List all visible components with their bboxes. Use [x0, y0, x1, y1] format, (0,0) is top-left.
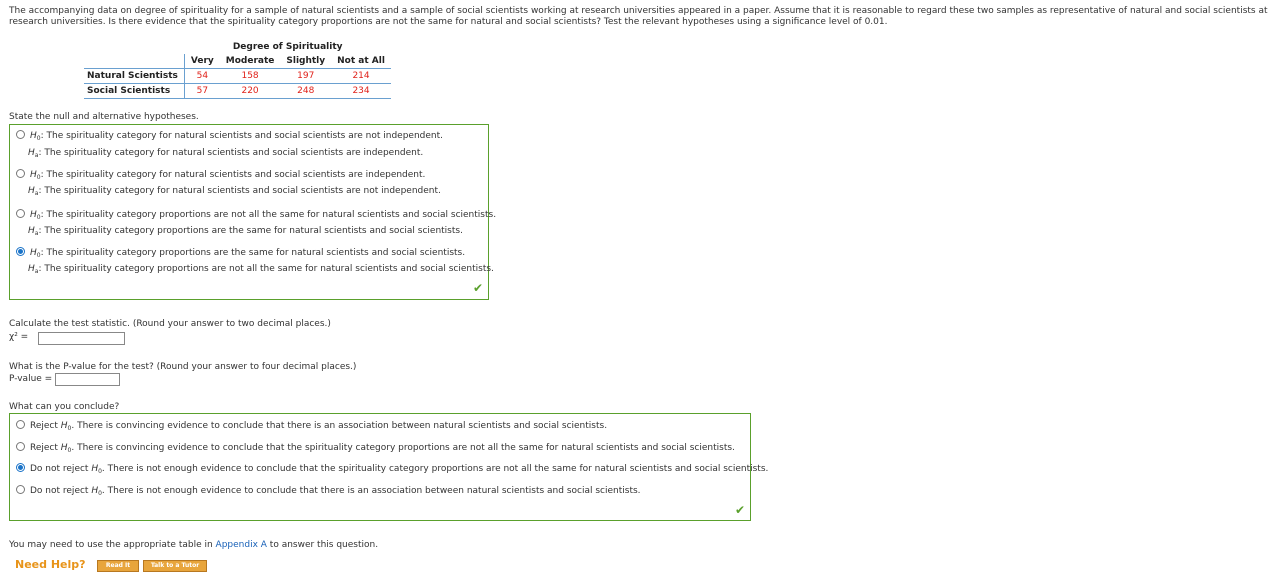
table-cell: 57: [184, 84, 219, 99]
alt-hypothesis-text: : The spirituality category for natural scientists and social scientists are independent.: [38, 148, 424, 158]
radio-button[interactable]: [16, 169, 25, 178]
option-text: . There is not enough evidence to conclude that the spirituality category proportions are not all the same for natural scientists and social scientists.: [101, 464, 769, 474]
radio-button-selected[interactable]: [16, 463, 25, 472]
hypotheses-prompt: State the null and alternative hypotheses.: [9, 112, 199, 122]
h-subscript: 0: [36, 252, 41, 259]
h-symbol: H: [28, 148, 35, 158]
column-header: Slightly: [286, 56, 326, 66]
hypothesis-option-4[interactable]: [16, 247, 465, 261]
column-header: Moderate: [225, 56, 275, 66]
h-symbol: H: [28, 186, 35, 196]
pvalue-prompt: What is the P-value for the test? (Round your answer to four decimal places.): [9, 362, 357, 372]
h-subscript: 0: [98, 468, 102, 475]
alt-hypothesis-line: [28, 226, 463, 239]
null-hypothesis-text: : The spirituality category for natural scientists and social scientists are independent.: [40, 170, 426, 180]
option-prefix: Do not reject: [30, 486, 92, 496]
conclusion-option-3[interactable]: [16, 463, 768, 477]
table-cell: 248: [280, 84, 331, 99]
checkmark-icon: ✔: [735, 503, 746, 517]
h-symbol: H: [28, 264, 35, 274]
pvalue-label: P-value =: [9, 374, 53, 384]
h-subscript: a: [34, 190, 39, 197]
conclusion-answer-box: [9, 413, 769, 521]
radio-button[interactable]: [16, 420, 25, 429]
option-prefix: Reject: [30, 443, 61, 453]
test-stat-label: χ² =: [9, 332, 29, 342]
conclusion-prompt: What can you conclude?: [9, 402, 120, 412]
hypothesis-option-2[interactable]: [16, 169, 425, 183]
h-subscript: 0: [36, 174, 41, 181]
option-text: . There is convincing evidence to conclude that there is an association between natural scientists and social scientists.: [71, 421, 608, 431]
h-symbol: H: [91, 464, 99, 474]
h-symbol: H: [91, 486, 99, 496]
hypotheses-answer-box: [9, 124, 497, 300]
table-cell: 220: [220, 84, 281, 99]
conclusion-option-1[interactable]: [16, 420, 607, 434]
radio-button-selected[interactable]: [16, 247, 25, 256]
hypothesis-option-1[interactable]: [16, 130, 443, 144]
table-title: Degree of Spirituality: [232, 42, 343, 52]
radio-button[interactable]: [16, 442, 25, 451]
h-subscript: 0: [67, 447, 72, 454]
need-help-label: Need Help?: [15, 558, 86, 571]
option-prefix: Do not reject: [30, 464, 92, 474]
h-subscript: a: [34, 268, 39, 275]
appendix-link[interactable]: Appendix A: [215, 540, 267, 550]
h-subscript: 0: [36, 135, 41, 142]
h-symbol: H: [28, 226, 35, 236]
h-subscript: 0: [67, 425, 72, 432]
table-cell: 234: [331, 84, 391, 99]
null-hypothesis-text: : The spirituality category for natural scientists and social scientists are not independent.: [40, 131, 444, 141]
conclusion-option-4[interactable]: [16, 485, 641, 499]
appendix-note: [9, 540, 378, 550]
alt-hypothesis-text: : The spirituality category proportions are the same for natural scientists and social scientists.: [38, 226, 463, 236]
table-cell: 54: [184, 69, 219, 84]
appendix-note-text: You may need to use the appropriate table in: [9, 540, 216, 550]
alt-hypothesis-text: : The spirituality category proportions are not all the same for natural scientists and social scientists.: [38, 264, 494, 274]
appendix-note-text-after: to answer this question.: [266, 540, 379, 550]
table-cell: 197: [280, 69, 331, 84]
h-symbol: H: [30, 248, 37, 258]
table-cell: 214: [331, 69, 391, 84]
test-stat-prompt: Calculate the test statistic. (Round your answer to two decimal places.): [9, 319, 331, 329]
radio-button[interactable]: [16, 485, 25, 494]
radio-button[interactable]: [16, 130, 25, 139]
row-label: Natural Scientists: [84, 69, 184, 84]
hypothesis-option-3[interactable]: [16, 209, 496, 223]
data-table: [84, 40, 391, 99]
h-symbol: H: [30, 170, 37, 180]
h-symbol: H: [60, 443, 68, 453]
conclusion-option-2[interactable]: [16, 442, 735, 456]
alt-hypothesis-text: : The spirituality category for natural scientists and social scientists are not independent.: [38, 186, 441, 196]
null-hypothesis-text: : The spirituality category proportions are the same for natural scientists and social scientists.: [40, 248, 466, 258]
column-header: Not at All: [337, 56, 385, 66]
option-text: . There is convincing evidence to conclude that the spirituality category proportions are not all the same for natural scientists and social scientists.: [71, 443, 735, 453]
question-intro: The accompanying data on degree of spirituality for a sample of natural scientists and a sample of social scientists working at research universities appeared in a paper. Assume that it is reasonable to regard these two samples as representative of natural and social scientists at research universities. Is there evidence that the spirituality category proportions are not the same for natural and social scientists? Test the relevant hypotheses using a significance level of 0.01.: [9, 6, 1268, 27]
test-stat-input[interactable]: [38, 332, 125, 345]
read-it-button[interactable]: Read It: [97, 560, 139, 572]
pvalue-input[interactable]: [55, 373, 120, 386]
h-subscript: 0: [98, 490, 102, 497]
column-header: Very: [190, 56, 214, 66]
null-hypothesis-text: : The spirituality category proportions are not all the same for natural scientists and social scientists.: [40, 210, 497, 220]
row-label: Social Scientists: [84, 84, 184, 99]
table-cell: 158: [220, 69, 281, 84]
h-subscript: 0: [36, 214, 41, 221]
radio-button[interactable]: [16, 209, 25, 218]
alt-hypothesis-line: [28, 186, 441, 199]
h-symbol: H: [30, 210, 37, 220]
talk-to-tutor-button[interactable]: Talk to a Tutor: [143, 560, 207, 572]
option-prefix: Reject: [30, 421, 61, 431]
alt-hypothesis-line: [28, 148, 423, 161]
h-symbol: H: [30, 131, 37, 141]
h-symbol: H: [60, 421, 68, 431]
checkmark-icon: ✔: [473, 281, 484, 295]
h-subscript: a: [34, 152, 39, 159]
option-text: . There is not enough evidence to conclude that there is an association between natural scientists and social scientists.: [101, 486, 641, 496]
alt-hypothesis-line: [28, 264, 494, 277]
h-subscript: a: [34, 230, 39, 237]
